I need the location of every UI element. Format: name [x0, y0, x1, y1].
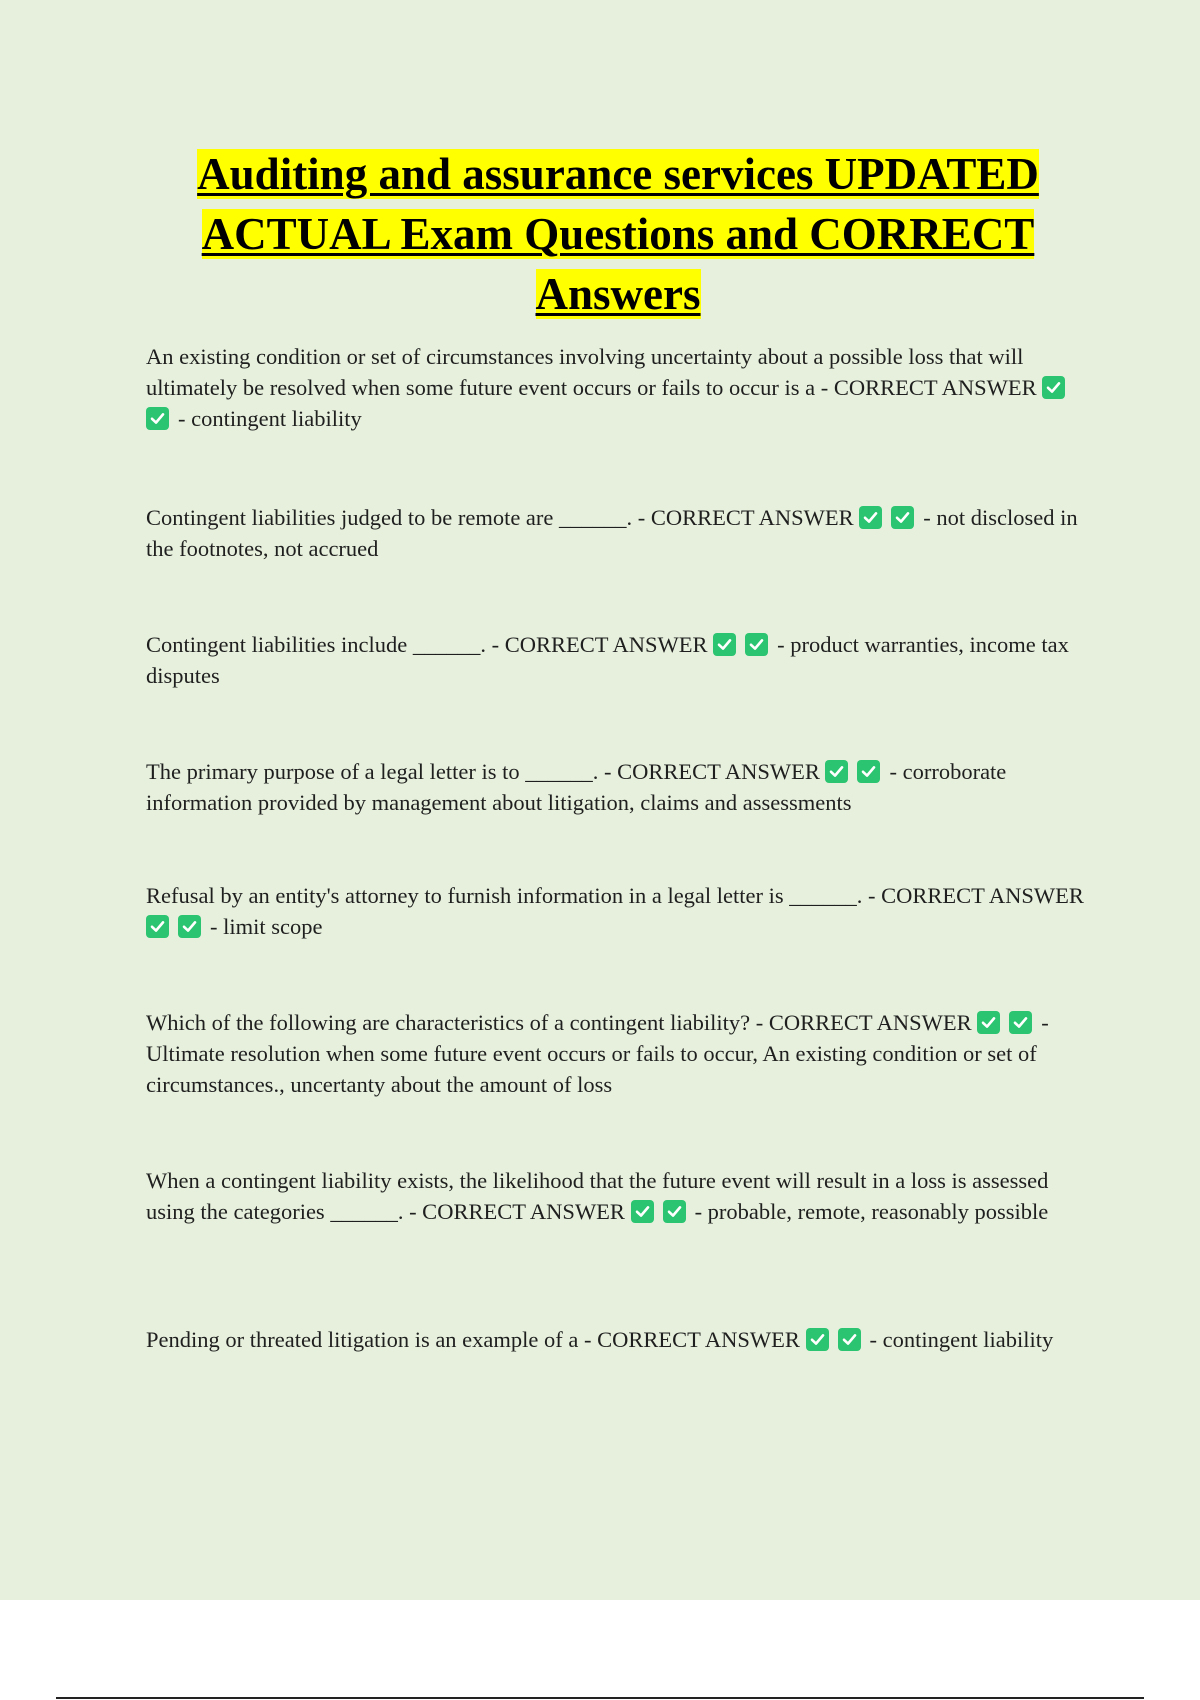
checkmark-icon: [146, 915, 169, 938]
checkmark-icon: [178, 915, 201, 938]
checkmark-icon: [146, 407, 169, 430]
answer-text: - product warranties, income tax disputes: [146, 632, 1069, 688]
answer-text: - limit scope: [210, 914, 323, 939]
checkmark-icon: [713, 633, 736, 656]
qa-item: [146, 1007, 1096, 1100]
answer-text: - probable, remote, reasonably possible: [694, 1199, 1049, 1224]
qa-item: [146, 756, 1096, 818]
checkmark-icon: [663, 1200, 686, 1223]
qa-item: [146, 341, 1096, 434]
qa-item: [146, 1324, 1096, 1355]
footer-divider: [56, 1697, 1144, 1699]
question-text: Pending or threated litigation is an example of a - CORRECT ANSWER: [146, 1327, 800, 1352]
question-text: Refusal by an entity's attorney to furnish information in a legal letter is ______. - CORRECT ANSWER: [146, 883, 1084, 908]
checkmark-icon: [825, 760, 848, 783]
question-text: An existing condition or set of circumstances involving uncertainty about a possible loss that will ultimately be resolved when some future event occurs or fails to occur is a - CORRECT ANSWER: [146, 344, 1037, 400]
qa-item: [146, 1165, 1096, 1227]
answer-text: - contingent liability: [178, 406, 362, 431]
answer-text: - corroborate information provided by management about litigation, claims and assessments: [146, 759, 1007, 815]
question-text: Which of the following are characteristics of a contingent liability? - CORRECT ANSWER: [146, 1010, 972, 1035]
checkmark-icon: [859, 506, 882, 529]
answer-text: - Ultimate resolution when some future event occurs or fails to occur, An existing condition or set of circumstances., uncertanty about the amount of loss: [146, 1010, 1049, 1097]
answer-text: - not disclosed in the footnotes, not accrued: [146, 505, 1078, 561]
checkmark-icon: [838, 1328, 861, 1351]
checkmark-icon: [745, 633, 768, 656]
qa-item: [146, 502, 1096, 564]
checkmark-icon: [806, 1328, 829, 1351]
qa-item: [146, 629, 1096, 691]
question-text: When a contingent liability exists, the likelihood that the future event will result in a loss is assessed using the categories ______. - CORRECT ANSWER: [146, 1168, 1049, 1224]
answer-text: - contingent liability: [869, 1327, 1054, 1352]
checkmark-icon: [977, 1011, 1000, 1034]
question-text: Contingent liabilities include ______. - CORRECT ANSWER: [146, 632, 708, 657]
checkmark-icon: [631, 1200, 654, 1223]
checkmark-icon: [1009, 1011, 1032, 1034]
question-text: Contingent liabilities judged to be remote are ______. - CORRECT ANSWER: [146, 505, 854, 530]
question-text: The primary purpose of a legal letter is to ______. - CORRECT ANSWER: [146, 759, 820, 784]
qa-item: [146, 880, 1096, 942]
title-block: [146, 144, 1090, 324]
checkmark-icon: [1042, 376, 1065, 399]
checkmark-icon: [857, 760, 880, 783]
checkmark-icon: [891, 506, 914, 529]
document-title: Auditing and assurance services UPDATED ACTUAL Exam Questions and CORRECT Answers: [197, 149, 1039, 319]
